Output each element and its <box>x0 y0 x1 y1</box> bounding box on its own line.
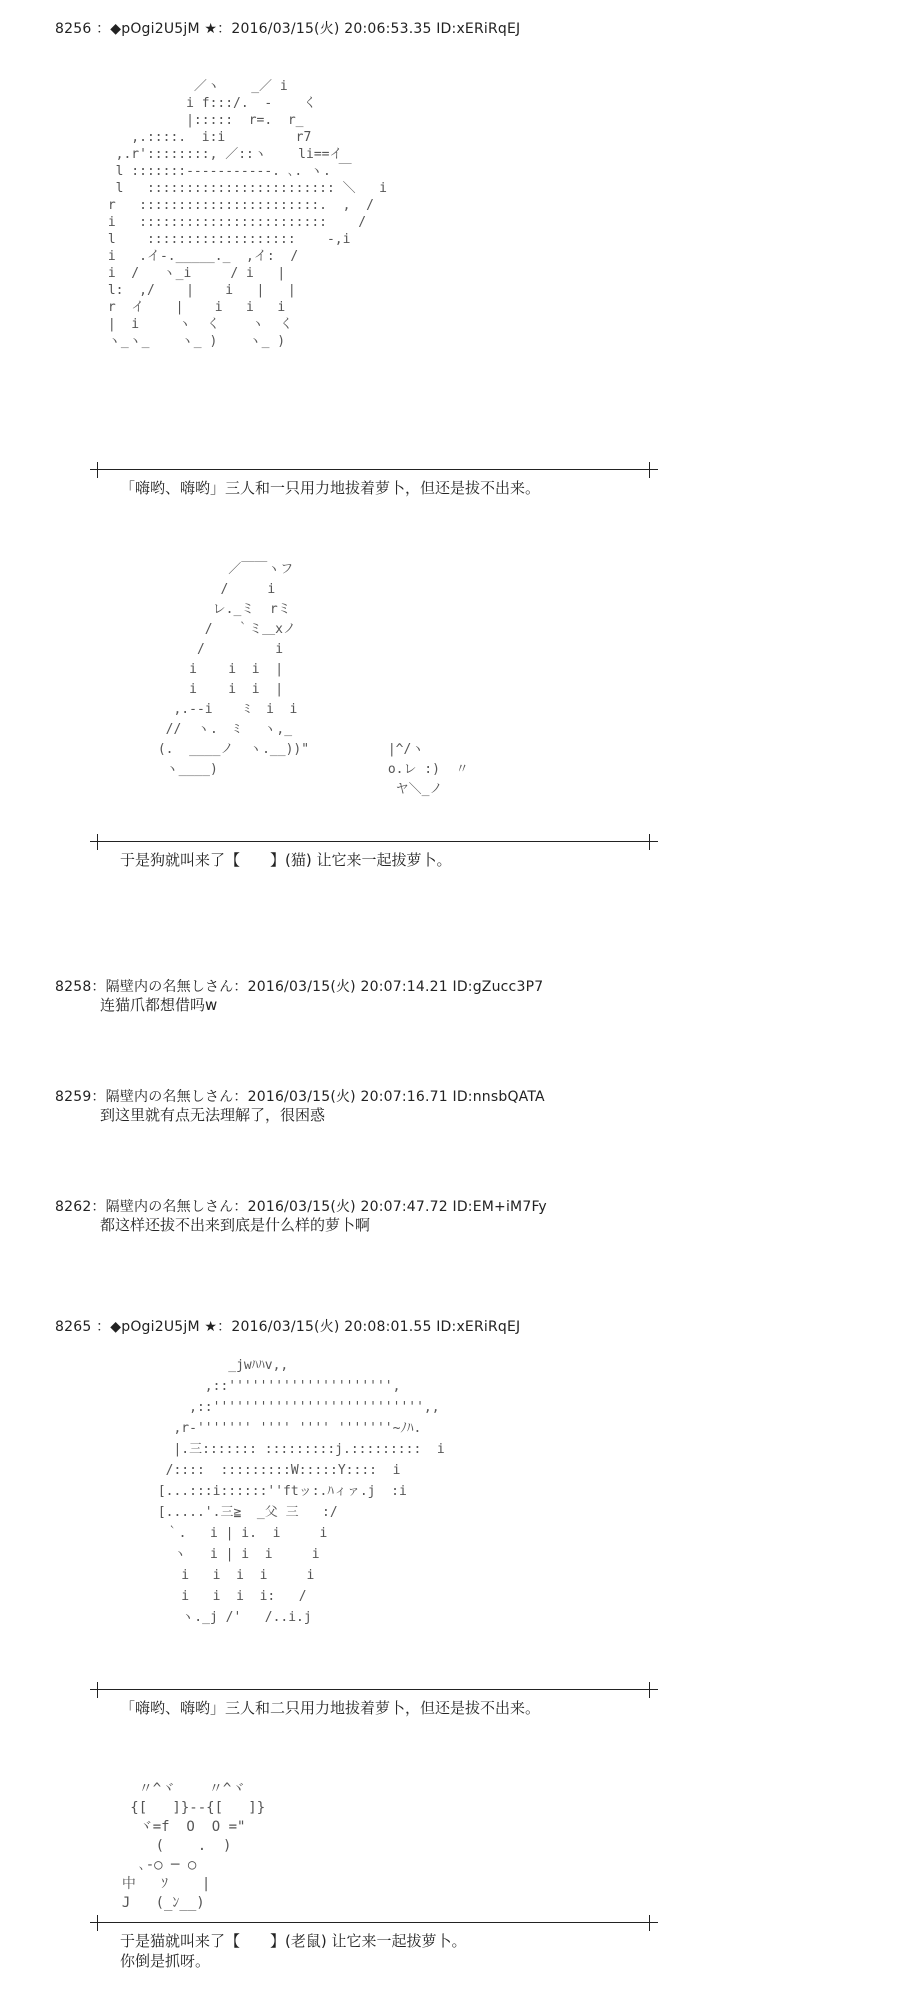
divider-plus-left <box>90 834 106 850</box>
divider-plus-left <box>90 1682 106 1698</box>
story-caption: 于是狗就叫来了【 】(猫) 让它来一起拔萝卜。 <box>120 851 452 869</box>
post-header: 8265 ：◆pOgi2U5jM ★：2016/03/15(火) 20:08:01.55 ID:xERiRqEJ <box>55 1319 521 1335</box>
ascii-art-bear <box>150 1355 445 1628</box>
reply-text: 连猫爪都想借吗w <box>100 996 218 1014</box>
reply-header: 8259：隔壁内の名無しさん：2016/03/15(火) 20:07:16.71 ID:nnsbQATA <box>55 1089 545 1105</box>
story-caption: 「嗨哟、嗨哟」三人和一只用力地拔着萝卜，但还是拔不出来。 <box>120 479 541 497</box>
ascii-art-mouse-text: 〃^ヾ 〃^ヾ {[ ]}--{[ ]} ヾ=f O O =" ( . ) ､-○ ─ ○ 中 ｿ | J (_ﾝ__) <box>121 1781 266 1911</box>
divider-plus-right <box>642 1915 658 1931</box>
reply-header: 8262：隔壁内の名無しさん：2016/03/15(火) 20:07:47.72 ID:EM+iM7Fy <box>55 1199 547 1215</box>
reply-header: 8258：隔壁内の名無しさん：2016/03/15(火) 20:07:14.21 ID:gZucc3P7 <box>55 979 544 995</box>
divider-plus-left <box>90 462 106 478</box>
divider-line <box>97 1689 650 1690</box>
divider-plus-right <box>642 462 658 478</box>
ascii-art-mouse <box>105 1780 265 1913</box>
reply-text: 到这里就有点无法理解了，很困惑 <box>100 1106 326 1124</box>
divider-line <box>97 469 650 470</box>
reply-text: 都这样还拔不出来到底是什么样的萝卜啊 <box>100 1216 371 1234</box>
divider-line <box>97 841 650 842</box>
post-header: 8256 ：◆pOgi2U5jM ★：2016/03/15(火) 20:06:53.35 ID:xERiRqEJ <box>55 21 521 37</box>
story-caption: 于是猫就叫来了【 】(老鼠) 让它来一起拔萝卜。 <box>120 1932 467 1950</box>
divider-plus-right <box>642 1682 658 1698</box>
ascii-art-small-text: |^/ヽ o.レ :) 〃 ヤ＼_ノ <box>387 742 469 797</box>
ascii-art-dog-text: ／ヽ _／ i i f:::/. ‐ く |::::: r=. r_ ,.::::. i:i r7 ,.r'::::::::, ／::ヽ li==イ l :::::::-----------. ､. ヽ. ￣ l :::::::::::::::::::::::: ＼ i r :::::::::::::::::::::::. , / i :::::::::::::::::::::::: / l ::::::::::::::::::: -,i i .イ-._____._ ,イ: / i / ヽ_i / i | l: ,/ | i | | r イ | i i i | i ヽ く ヽ く ヽ_ヽ_ ヽ_ ) ヽ_ ) <box>107 79 387 349</box>
divider-line <box>97 1922 650 1923</box>
ascii-art-cat <box>150 560 309 780</box>
divider-plus-right <box>642 834 658 850</box>
ascii-art-cat-text: ／￣￣ヽフ / i レ._ミ rミ / ｀ミ＿xノ / i i i i | i i i | ,.-‐i ﾐ i i // ヽ. ﾐ ヽ,_ (. ____ノ ヽ.__))" ヽ____) <box>157 562 310 777</box>
story-caption: 「嗨哟、嗨哟」三人和二只用力地拔着萝卜，但还是拔不出来。 <box>120 1699 541 1717</box>
ascii-art-small <box>380 740 469 800</box>
divider-plus-left <box>90 1915 106 1931</box>
story-caption: 你倒是抓呀。 <box>120 1952 211 1970</box>
ascii-art-bear-text: _jwﾊﾊv,, ,::''''''''''''''''''''', ,::''''''''''''''''''''''''''',, ,r-''''''' '''' '''' '''''''~ﾉﾊ. |.三::::::: :::::::::j.::::::::: i /:::: :::::::::W:::::Y:::: i [...:::i::::::''ftッ:.ﾊィァ.j :i [.....'.三≧ _父 三 :/ ｀. i | i. i i ヽ i | i i i i i i i i i i i i: / ヽ._j /' /..i.j <box>157 1358 445 1625</box>
ascii-art-dog <box>100 78 387 350</box>
